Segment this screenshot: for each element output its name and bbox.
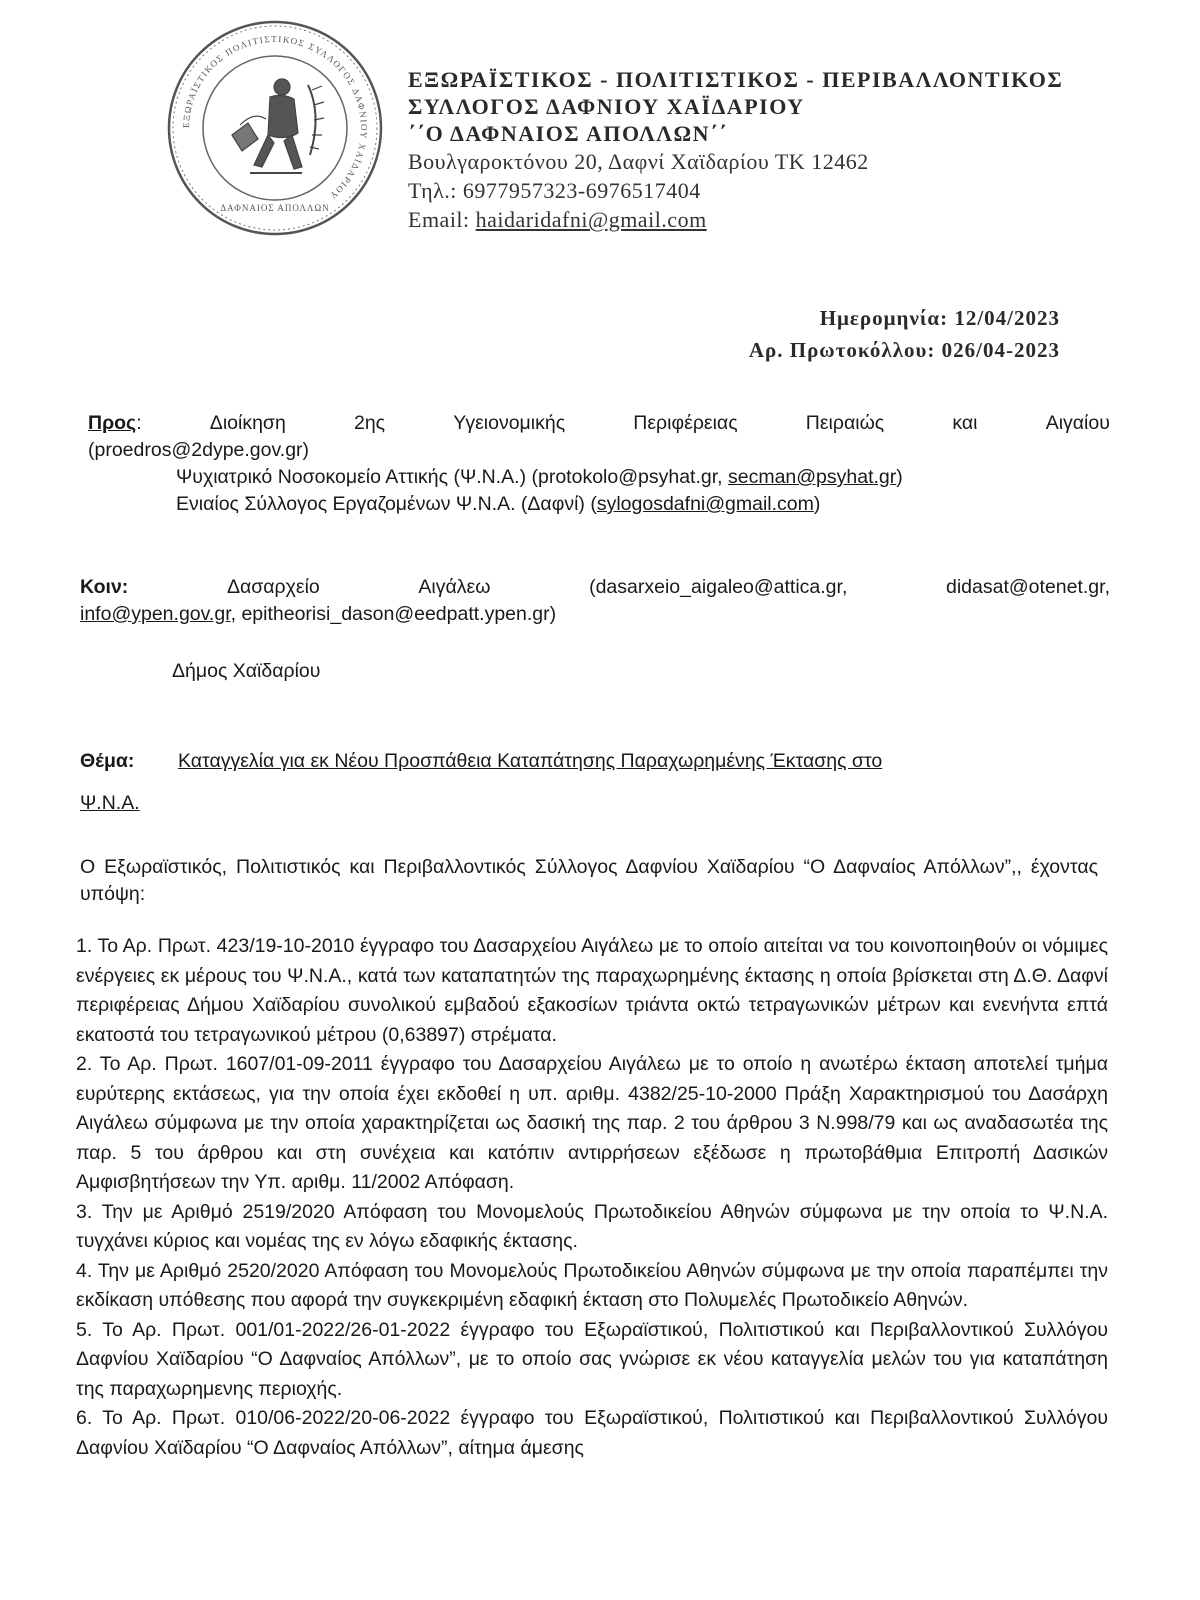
recipient-word: Περιφέρειας [633,412,738,434]
letterhead [408,66,1128,234]
recipient-word: 2ης [353,412,386,434]
recipients-line1-cont: (proedros@2dype.gov.gr) [88,439,310,461]
org-name-line3: ΄΄Ο ΔΑΦΝΑΙΟΣ ΑΠΟΛΛΩΝ΄΄ [408,121,728,146]
document-date: Ημερομηνία: 12/04/2023 [819,306,1060,330]
recipient-word: Διοίκηση [209,412,286,434]
cc-line1: Κοιν: Δασαρχείο Αιγάλεω (dasarxeio_aigaleo@attica.gr, didasat@otenet.gr, [80,574,1110,601]
org-name-line2: ΣΥΛΛΟΓΟΣ ΔΑΦΝΙΟΥ ΧΑΪΔΑΡΙΟΥ [408,94,805,119]
org-email-link[interactable]: haidaridafni@gmail.com [475,207,707,232]
secman-email-link[interactable]: secman@psyhat.gr [727,466,897,488]
subject-block [80,740,1100,824]
seal-bottom-text: ΔΑΦΝΑΙΟΣ ΑΠΟΛΛΩΝ [220,203,330,213]
recipient-word: Αιγαίου [1045,412,1110,434]
email-label: Email: [408,207,476,232]
list-item: 5. Το Αρ. Πρωτ. 001/01-2022/26-01-2022 έγγραφο του Εξωραϊστικού, Πολιτιστικού και Περιβαλλοντικού Συλλόγου Δαφνίου Χαϊδαρίου “Ο Δαφναίος Απόλλων”, με το οποίο σας γνώρισε εκ νέου καταγγελία μελών του για καταπάτηση της παραχωρημενης περιοχής. [76,1318,1108,1400]
org-address: Βουλγαροκτόνου 20, Δαφνί Χαϊδαρίου ΤΚ 12462 [408,149,869,174]
list-item: 4. Την με Αριθμό 2520/2020 Απόφαση του Μονομελούς Πρωτοδικείου Αθηνών σύμφωνα με την οποία παραπέμπει την εκδίκαση υπόθεσης που αφορά την συγκεκριμένη εδαφική έκταση στο Πολυμελές Πρωτοδικείο Αθηνών. [76,1259,1108,1311]
subject-line1: Καταγγελία για εκ Νέου Προσπάθεια Καταπάτησης Παραχωρημένης Έκτασης στο [178,750,883,772]
cc-block [80,574,1110,685]
org-phone: Τηλ.: 6977957323-6976517404 [408,178,701,203]
recipient-word: και [952,412,978,434]
recipient-word: Πειραιώς [805,412,885,434]
subject-line2: Ψ.Ν.Α. [80,792,140,814]
cc-line3: Δήμος Χαϊδαρίου [172,660,321,682]
recipients-line1: Προς: Διοίκηση 2ης Υγειονομικής Περιφέρειας Πειραιώς και Αιγαίου [88,410,1110,437]
recipients-block [88,410,1110,518]
recipients-line3: Ενιαίος Σύλλογος Εργαζομένων Ψ.Ν.Α. (Δαφνί) (sylogosdafni@gmail.com) [176,493,821,515]
list-item: 2. Το Αρ. Πρωτ. 1607/01-09-2011 έγγραφο του Δασαρχείου Αιγάλεω με το οποίο η ανωτέρω έκταση αποτελεί τμήμα ευρύτερης εκτάσεως, για την οποία έχει εκδοθεί η υπ. αριθμ. 4382/25-10-2000 Πράξη Χαρακτηρισμού του Δασάρχη Αιγάλεω σύμφωνα με την οποία χαρακτηρίζεται ως δασική της παρ. 2 του άρθρου 3 Ν.998/79 και ως αναδασωτέα της παρ. 5 του άρθρου και στη συνέχεια και κατόπιν αντιρρήσεων εξέδωσε η πρωτοβάθμια Επιτροπή Δασικών Αμφισβητήσεων την Υπ. αριθμ. 11/2002 Απόφαση. [76,1053,1108,1193]
list-item: 3. Την με Αριθμό 2519/2020 Απόφαση του Μονομελούς Πρωτοδικείου Αθηνών σύμφωνα με την οποία το Ψ.Ν.Α. τυγχάνει κύριος και νομέας της εν λόγω εδαφικής έκτασης. [76,1200,1108,1252]
sylogos-email-link[interactable]: sylogosdafni@gmail.com [596,493,814,515]
association-seal [162,15,388,241]
document-meta [749,302,1060,366]
seal-ring-text: ΕΞΩΡΑΪΣΤΙΚΟΣ ΠΟΛΙΤΙΣΤΙΚΟΣ ΣΥΛΛΟΓΟΣ ΔΑΦΝΙΟΥ ΧΑΪΔΑΡΙΟΥ [180,33,370,202]
recipients-line2: Ψυχιατρικό Νοσοκομείο Αττικής (Ψ.Ν.Α.) (protokolo@psyhat.gr, secman@psyhat.gr) [176,466,903,488]
subject-label: Θέμα: [80,750,135,772]
protocol-number: Αρ. Πρωτοκόλλου: 026/04-2023 [748,338,1060,362]
cc-line2: info@ypen.gov.gr, epitheorisi_dason@eedpatt.ypen.gr) [80,603,557,625]
considerations-list [76,932,1108,1463]
intro-paragraph: Ο Εξωραϊστικός, Πολιτιστικός και Περιβαλλοντικός Σύλλογος Δαφνίου Χαϊδαρίου “Ο Δαφναίος Απόλλων”,, έχοντας υπόψη: [80,856,1098,905]
list-item: 6. Το Αρ. Πρωτ. 010/06-2022/20-06-2022 έγγραφο του Εξωραϊστικού, Πολιτιστικού και Περιβαλλοντικού Συλλόγου Δαφνίου Χαϊδαρίου “Ο Δαφναίος Απόλλων”, αίτημα άμεσης [76,1407,1108,1459]
org-email-line [408,205,1128,234]
org-name-line1: ΕΞΩΡΑΪΣΤΙΚΟΣ - ΠΟΛΙΤΙΣΤΙΚΟΣ - ΠΕΡΙΒΑΛΛΟΝΤΙΚΟΣ [408,67,1064,92]
list-item: 1. Το Αρ. Πρωτ. 423/19-10-2010 έγγραφο του Δασαρχείου Αιγάλεω με το οποίο αιτείται να του κοινοποιηθούν οι νόμιμες ενέργειες εκ μέρους του Ψ.Ν.Α., κατά των καταπατητών της παραχωρημένης έκτασης η οποία βρίσκεται στη Δ.Θ. Δαφνί περιφέρειας Δήμου Χαϊδαρίου συνολικού εμβαδού εξακοσίων τριάντα οκτώ τετραγωνικών μέτρων και ενενήντα επτά εκατοστά του τετραγωνικού μέτρου (0,63897) στρέματα. [76,935,1108,1046]
cc-label: Κοιν: [80,576,129,598]
recipients-label: Προς [88,412,137,434]
recipient-word: Υγειονομικής [453,412,566,434]
ypen-email-link[interactable]: info@ypen.gov.gr [80,603,231,625]
